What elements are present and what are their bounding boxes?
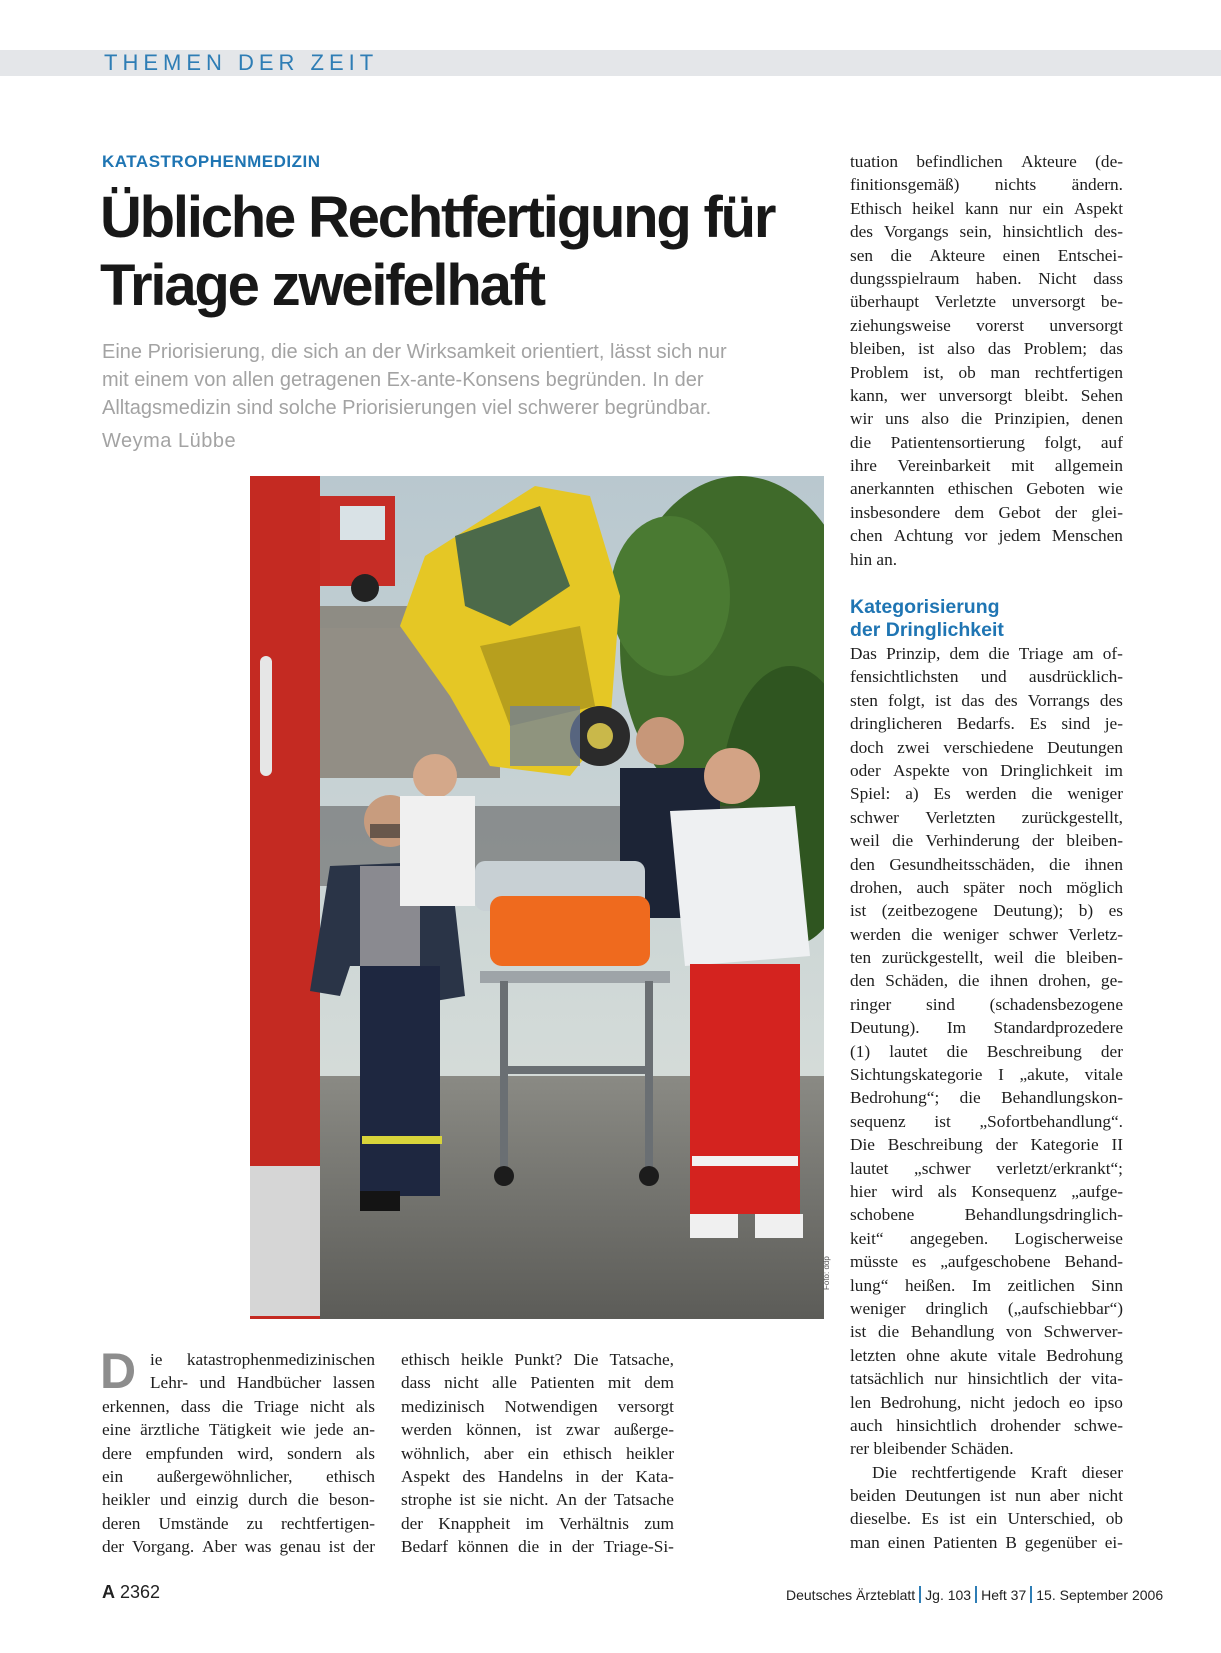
text-line: wöhnlich, aber ein ethisch heikler [401, 1443, 674, 1463]
separator [919, 1586, 921, 1603]
text-line: überhaupt Verletzte unversorgt be- [850, 292, 1123, 312]
text-line: ten zurückgestellt, weil die bleiben- [850, 948, 1123, 968]
text-line: tatsächlich nur hinsichtlich der vita- [850, 1369, 1123, 1389]
text-line: finitionsgemäß) nichts ändern. [850, 175, 1123, 195]
drop-cap: D [100, 1343, 137, 1399]
journal-volume: Jg. 103 [925, 1587, 972, 1603]
text-line: ethisch heikle Punkt? Die Tatsache, [401, 1350, 674, 1369]
text-line: medizinisch Notwendigen versorgt [401, 1396, 674, 1416]
text-line: kann, wer unversorgt bleibt. Sehen [850, 385, 1123, 405]
text-line: doch zwei verschiedene Deutungen [850, 737, 1123, 757]
text-line: ein außergewöhnlicher, ethisch [102, 1466, 375, 1486]
text-line: hin an. [850, 549, 898, 569]
text-line: wir uns also die Prinzipien, denen [850, 409, 1123, 429]
text-line: fensichtlichsten und ausdrücklich- [850, 667, 1123, 687]
text-line: Das Prinzip, dem die Triage am of- [850, 644, 1123, 663]
separator [975, 1586, 977, 1603]
text-line: des Vorgangs sein, hinsichtlich des- [850, 222, 1123, 242]
text-line: die Patientensortierung folgt, auf [850, 432, 1123, 452]
text-line: hier wird als Konsequenz „aufge- [850, 1181, 1123, 1201]
text-line: lung“ heißen. Im zeitlichen Sinn [850, 1275, 1123, 1295]
text-line: tuation befindlichen Akteure (de- [850, 152, 1123, 171]
journal-issue: Heft 37 [981, 1587, 1027, 1603]
text-line: anerkannten ethischen Geboten wie [850, 479, 1123, 499]
text-line: ist die Behandlung von Schwerver- [850, 1322, 1123, 1342]
text-line: Bedarf können die in der Triage-Si- [401, 1537, 674, 1557]
text-line: dungsspielraum haben. Nicht dass [850, 268, 1123, 288]
article-author: Weyma Lübbe [102, 430, 237, 452]
body-column-1 [100, 1343, 375, 1559]
text-line: müsste es „aufgeschobene Behand- [850, 1252, 1123, 1272]
text-line: ist (zeitbezogene Deutung); b) es [850, 901, 1123, 921]
lead-line: Alltagsmedizin sind solche Priorisierungen viel schwerer begründbar. [102, 397, 712, 419]
body-column-2 [401, 1348, 674, 1559]
lead-line: mit einem von allen getragenen Ex-ante-Konsens begründen. In der [102, 369, 704, 391]
text-line: Ethisch heikel kann nur ein Aspekt [850, 198, 1123, 218]
text-line: auch hinsichtlich drohender schwe- [850, 1415, 1123, 1435]
article-kicker: KATASTROPHENMEDIZIN [102, 152, 321, 171]
text-line: Bedrohung“; die Behandlungskon- [850, 1088, 1123, 1108]
text-line: Aspekt des Handelns in der Kata- [401, 1466, 674, 1486]
body-column-3-bottom [850, 642, 1123, 1554]
text-line: eine ärztliche Tätigkeit wie jede an- [102, 1420, 375, 1440]
text-line: dringlicheren Bedarfs. Es sind je- [850, 714, 1123, 734]
headline-line: Übliche Rechtfertigung für [100, 185, 775, 250]
text-line: weniger dringlich („aufschiebbar“) [850, 1298, 1123, 1318]
text-line: man einen Patienten B gegenüber ei- [850, 1532, 1123, 1552]
section-subheading [850, 596, 1004, 642]
text-line: deren Umstände zu rechtfertigen- [102, 1513, 375, 1533]
text-line: Die rechtfertigende Kraft dieser [872, 1462, 1123, 1482]
text-line: Lehr- und Handbücher lassen [150, 1373, 375, 1393]
journal-name: Deutsches Ärzteblatt [786, 1587, 916, 1603]
page-number [102, 1582, 160, 1603]
text-line: strophe ist sie nicht. An der Tatsache [401, 1490, 674, 1510]
article-headline [100, 184, 820, 320]
text-line: dieselbe. Es ist ein Unterschied, ob [850, 1509, 1123, 1529]
text-line: drohen, auch später noch möglich [850, 877, 1123, 897]
page-prefix: A [102, 1582, 115, 1602]
text-line: sten folgt, ist das des Vorrangs des [850, 690, 1123, 710]
text-line: der Knappheit im Verhältnis zum [401, 1513, 674, 1533]
text-line: chen Achtung vor jedem Menschen [850, 526, 1123, 546]
subheading-line: Kategorisierung [850, 596, 1000, 618]
text-line: Spiel: a) Es werden die weniger [850, 784, 1123, 804]
text-line: ringer sind (schadensbezogene [850, 994, 1123, 1014]
text-line: len Bedrohung, nicht jedoch eo ipso [850, 1392, 1123, 1412]
text-line: Sichtungskategorie I „akute, vitale [850, 1065, 1123, 1085]
photo-credit: Foto: ddp [822, 1256, 831, 1290]
text-line: werden können, ist zwar außerge- [401, 1420, 674, 1440]
text-line: erkennen, dass die Triage nicht als [102, 1396, 375, 1416]
article-lead [102, 338, 814, 422]
text-line: dass nicht alle Patienten mit dem [401, 1373, 674, 1393]
separator [1030, 1586, 1032, 1603]
text-line: oder Aspekte von Dringlichkeit im [850, 760, 1123, 780]
journal-info [786, 1586, 1163, 1603]
text-line: den Gesundheitsschäden, die ihnen [850, 854, 1123, 874]
text-line: Deutung). Im Standardprozedere [850, 1018, 1123, 1038]
text-line: sequenz ist „Sofortbehandlung“. [850, 1111, 1123, 1131]
journal-date: 15. September 2006 [1036, 1587, 1164, 1603]
text-line: rer bleibender Schäden. [850, 1439, 1014, 1459]
text-line: ie katastrophenmedizinischen [150, 1350, 375, 1369]
text-line: lautet „schwer verletzt/erkrankt“; [850, 1158, 1123, 1178]
text-line: keit“ angegeben. Logischerweise [850, 1228, 1123, 1248]
text-line: den Schäden, die ihnen drohen, ge- [850, 971, 1123, 991]
page-number-value: 2362 [120, 1582, 161, 1602]
text-line: ihre Vereinbarkeit mit allgemein [850, 456, 1123, 476]
lead-line: Eine Priorisierung, die sich an der Wirksamkeit orientiert, lässt sich nur [102, 341, 727, 363]
text-line: (1) lautet die Beschreibung der [850, 1041, 1123, 1061]
text-line: werden die weniger schwer Verletz- [850, 924, 1123, 944]
text-line: der Vorgang. Aber was genau ist der [102, 1537, 375, 1557]
text-line: dere empfunden wird, sondern als [102, 1443, 375, 1463]
headline-line: Triage zweifelhaft [100, 253, 544, 318]
text-line: sen die Akteure einen Entschei- [850, 245, 1123, 265]
body-column-3-top [850, 150, 1123, 571]
text-line: schobene Behandlungsdringlich- [850, 1205, 1123, 1225]
text-line: Problem ist, ob man rechtfertigen [850, 362, 1123, 382]
text-line: bleiben, ist also das Problem; das [850, 339, 1123, 359]
text-line: weil die Verhinderung der bleiben- [850, 831, 1123, 851]
text-line: beiden Deutungen ist nun aber nicht [850, 1486, 1123, 1506]
article-photo [250, 476, 824, 1319]
text-line: heikler und einzig durch die beson- [102, 1490, 375, 1510]
text-line: schwer Verletzten zurückgestellt, [850, 807, 1123, 827]
subheading-line: der Dringlichkeit [850, 619, 1004, 641]
text-line: insbesondere dem Gebot der glei- [850, 502, 1123, 522]
text-line: letzten ohne akute vitale Bedrohung [850, 1345, 1123, 1365]
text-line: Die Beschreibung der Kategorie II [850, 1135, 1123, 1155]
section-label: THEMEN DER ZEIT [104, 50, 379, 75]
text-line: ziehungsweise vorerst unversorgt [850, 315, 1123, 335]
